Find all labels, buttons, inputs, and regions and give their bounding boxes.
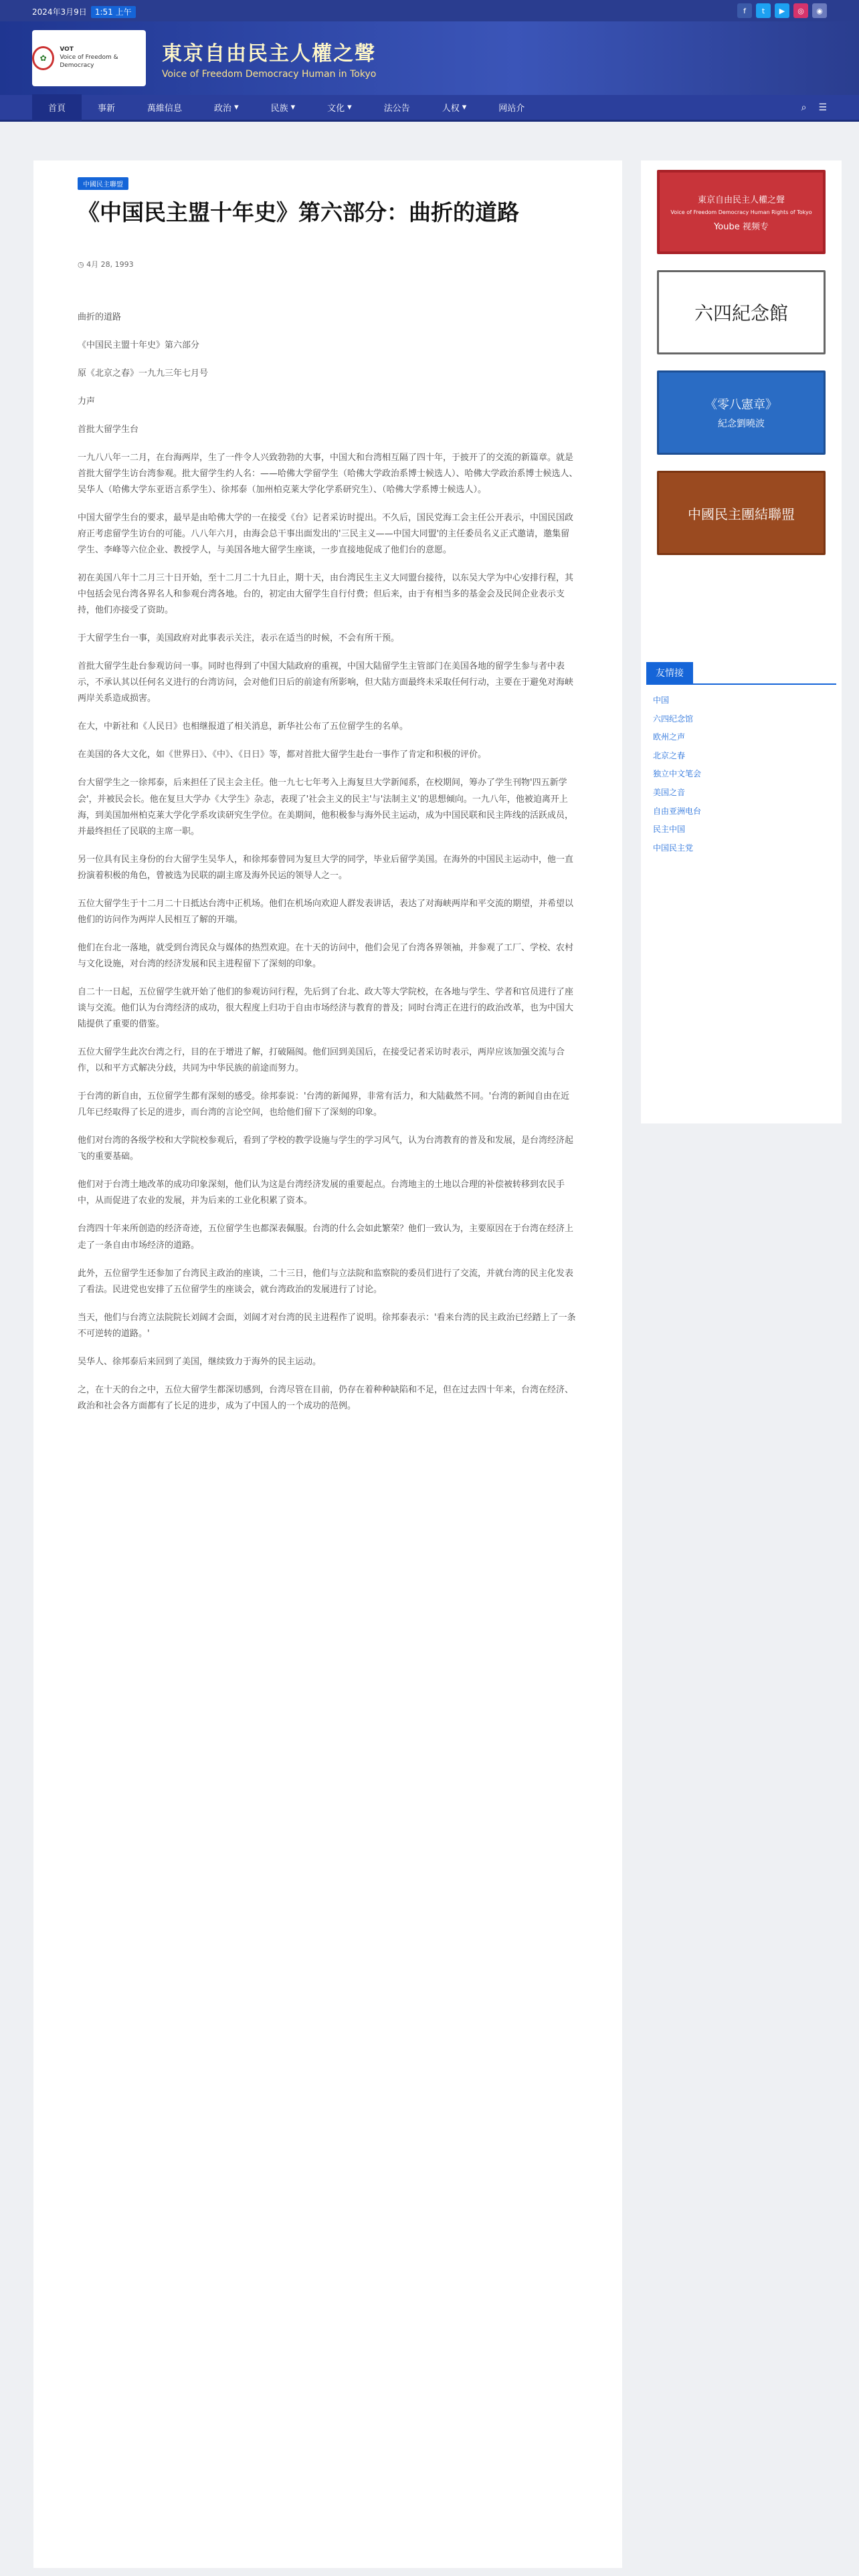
article-paragraph: 他们在台北一落地，就受到台湾民众与媒体的热烈欢迎。在十天的访问中，他们会见了台湾各界领袖，并参观了工厂、学校、农村与文化设施，对台湾的经济发展和民主进程留下了深刻的印象。 [78, 942, 574, 969]
links-list [646, 685, 836, 864]
nav-item-politics[interactable] [198, 94, 255, 121]
friend-link[interactable]: 美国之音 [653, 787, 686, 797]
friend-link[interactable]: 北京之春 [653, 750, 686, 760]
instagram-icon[interactable]: ◎ [793, 3, 808, 18]
nav-label: 人权 [442, 104, 460, 114]
friend-link[interactable]: 六四纪念馆 [653, 714, 694, 724]
article-paragraph: 曲折的道路 [78, 312, 122, 322]
nav-item-notice[interactable] [368, 94, 426, 121]
article-paragraph: 此外，五位留学生还参加了台湾民主政治的座谈，二十三日，他们与立法院和监察院的委员们进行了交流，并就台湾的民主化发表了看法。民进党也安排了五位留学生的座谈会，就台湾政治的发展进行了讨论。 [78, 1268, 574, 1295]
article-paragraph: 台大留学生之一徐邦泰，后来担任了民主会主任。他一九七七年考入上海复旦大学新闻系，在校期间，筹办了学生刊物'四五新学会'，并被民会长。他在复旦大学办《大学生》杂志，表现了'社会主义的民主'与'法制主义'的思想倾向。一九八年，他被迫离开上海，到美国加州柏克莱大学化学系攻读研究生学位。在美期间，他积极参与海外民主运动，成为中国民联和民主阵线的活跃成员，并最终担任了民联的主席一职。 [78, 778, 574, 837]
nav-item-rights[interactable] [426, 94, 483, 121]
article-paragraph: 在美国的各大文化，如《世界日》、《中》、《日日》等，都对首批大留学生赴台一事作了肯定和积极的评价。 [78, 750, 487, 760]
date-text: 4月 28, 1993 [86, 259, 134, 269]
site-title [162, 37, 376, 80]
article-paragraph: 力声 [78, 396, 96, 407]
nav-label: 萬維信息 [147, 104, 183, 114]
banner-charter08[interactable] [657, 370, 826, 455]
friend-link[interactable]: 民主中国 [653, 825, 686, 835]
banner-label: 六四紀念館 [694, 302, 788, 324]
nav-item-culture[interactable] [311, 94, 368, 121]
friend-link[interactable]: 独立中文笔会 [653, 769, 702, 779]
article-paragraph: 于大留学生台一事，美国政府对此事表示关注，表示在适当的时候，不会有所干预。 [78, 633, 400, 644]
nav-label: 文化 [327, 104, 345, 114]
article-paragraph: 台湾四十年来所创造的经济奇迹，五位留学生也都深表佩服。台湾的什么会如此繁荣？他们一致认为，主要原因在于台湾在经济上走了一条自由市场经济的道路。 [78, 1224, 574, 1251]
nav-label: 政治 [214, 104, 232, 114]
current-time: 1:51 上午 [91, 6, 136, 18]
twitter-icon[interactable]: t [756, 3, 771, 18]
banner-unity-league[interactable] [657, 471, 826, 555]
nav-label: 民族 [270, 104, 288, 114]
site-title-en: Voice of Freedom Democracy Human in Tokyo [162, 69, 377, 80]
article-paragraph: 中国大留学生台的要求，最早是由哈佛大学的一在接受《台》记者采访时提出。不久后，国民党海工会主任公开表示，中国民国政府正考虑留学生访台的可能。八八年六月，由海会总干事出面发出的'三民主义——中国大同盟'的主任委员名义正式邀请，邀集留学生、李峰等六位企业、教授学人，与美国各地大留学生座谈，一步直接地促成了他们台的意愿。 [78, 512, 574, 556]
article-date: ◷ 4月 28, 1993 [78, 259, 134, 269]
article-paragraph: 他们对于台湾土地改革的成功印象深刻，他们认为这是台湾经济发展的重要起点。台湾地主的土地以合理的补偿被转移到农民手中，从而促进了农业的发展，并为后来的工业化积累了资本。 [78, 1180, 565, 1206]
article-paragraph: 自二十一日起，五位留学生就开始了他们的参观访问行程，先后到了台北、政大等大学院校，在各地与学生、学者和官员进行了座谈与交流。他们认为台湾经济的成功，很大程度上归功于自由市场经济与教育的普及；同时台湾正在进行的政治改革，也为中国大陆提供了重要的借鉴。 [78, 986, 574, 1030]
social-links [737, 3, 827, 18]
search-icon[interactable]: ⌕ [801, 102, 807, 113]
nav-label: 事新 [98, 104, 116, 114]
article-paragraph: 他们对台湾的各级学校和大学院校参观后，看到了学校的教学设施与学生的学习风气，认为台湾教育的普及和发展，是台湾经济起飞的重要基础。 [78, 1136, 574, 1162]
article-title: 《中国民主盟十年史》第六部分：曲折的道路 [78, 199, 519, 225]
chevron-down-icon: ▾ [290, 102, 296, 112]
nav-label: 首頁 [48, 104, 66, 114]
banner-line2: 紀念劉曉波 [718, 419, 765, 429]
banner-label: 中國民主團結聯盟 [688, 506, 795, 522]
facebook-icon[interactable]: f [737, 3, 752, 18]
article-paragraph: 当天，他们与台湾立法院院长刘阔才会面，刘阔才对台湾的民主进程作了说明。徐邦泰表示：'看来台湾的民主政治已经踏上了一条不可逆转的道路。' [78, 1312, 576, 1339]
friend-link[interactable]: 中国 [653, 695, 670, 705]
logo-mark-icon: ✿ [32, 46, 54, 70]
friend-link[interactable]: 欧州之声 [653, 732, 686, 742]
article-paragraph: 另一位具有民主身份的台大留学生吴华人，和徐邦泰曾同为复旦大学的同学，毕业后留学美国。在海外的中国民主运动中，他一直扮演着积极的角色，曾被选为民联的副主席及海外民运的领导人之一。 [78, 854, 574, 881]
article-paragraph: 一九八八年一二月，在台海两岸，生了一件令人兴致勃勃的大事，中国大和台湾相互隔了四十年，于披开了的交流的新篇章。就是首批大留学生访台湾参观。批大留学生约人名：——哈佛大学留学生（哈佛大学政治系博士候选人）、哈佛大学政治系博士候选人、吴华人（哈佛大学东亚语言系学生）、徐邦泰（加州柏克莱大学化学系研究生）、（哈佛大学系博士候选人）。 [78, 452, 578, 495]
sidebar [641, 160, 842, 1123]
banner-june4-museum[interactable] [657, 270, 826, 354]
youtube-icon[interactable]: ▶ [775, 3, 789, 18]
nav-label: 网站介 [498, 104, 525, 114]
article-paragraph: 于台湾的新自由，五位留学生都有深刻的感受。徐邦泰说：'台湾的新闻界，非常有活力，和大陆截然不同。'台湾的新闻自由在近几年已经取得了长足的进步，而台湾的言论空间，也给他们留下了深刻的印象。 [78, 1091, 570, 1118]
article-paragraph: 吴华人、徐邦泰后来回到了美国，继续致力于海外的民主运动。 [78, 1356, 322, 1367]
logo-sub: Voice of Freedom & Democracy [60, 54, 118, 69]
site-logo[interactable] [32, 30, 146, 86]
chevron-down-icon: ▾ [462, 102, 467, 112]
banner-tokyo-voice[interactable] [657, 170, 826, 254]
top-bar [0, 0, 859, 21]
nav-item-about[interactable] [482, 94, 541, 121]
article-paragraph: 原《北京之春》一九九三年七月号 [78, 368, 209, 379]
site-header [0, 21, 859, 95]
article-paragraph: 在大，中新社和《人民日》也相继报道了相关消息，新华社公布了五位留学生的名单。 [78, 722, 409, 732]
friend-link[interactable]: 自由亚洲电台 [653, 806, 702, 816]
nav-label: 法公告 [383, 104, 410, 114]
logo-text [60, 46, 146, 70]
current-date: 2024年3月9日 [32, 7, 87, 17]
nav-item-ethnic[interactable] [255, 94, 312, 121]
nav-item-news[interactable] [82, 94, 131, 121]
article-paragraph: 首批大留学生赴台参观访问一事。同时也得到了中国大陆政府的重视，中国大陆留学生主管部门在美国各地的留学生参与者中表示，不承认其以任何名义进行的台湾访问，会对他们日后的前途有所影响，但大陆方面最终未采取任何行动，主要在于避免对海峡两岸关系造成损害。 [78, 661, 574, 704]
main-nav [0, 95, 859, 122]
article-paragraph: 《中国民主盟十年史》第六部分 [78, 340, 200, 350]
nav-item-wanwei[interactable] [131, 94, 198, 121]
article-body [78, 310, 578, 1414]
friend-link[interactable]: 中国民主党 [653, 843, 694, 853]
nav-item-home[interactable] [32, 94, 82, 121]
article-paragraph: 之，在十天的台之中，五位大留学生都深切感到，台湾尽管在目前，仍存在着种种缺陷和不足，但在过去四十年来，台湾在经济、政治和社会各方面都有了长足的进步，成为了中国人的一个成功的范例。 [78, 1384, 574, 1411]
article-paragraph: 五位大留学生此次台湾之行，目的在于增进了解，打破隔阂。他们回到美国后，在接受记者采访时表示，两岸应该加强交流与合作，以和平方式解决分歧，共同为中华民族的前途而努力。 [78, 1047, 565, 1074]
banner-title: 東京自由民主人權之聲 [697, 195, 785, 205]
banner-sub: Voice of Freedom Democracy Human Rights of Tokyo [670, 209, 812, 215]
rss-icon[interactable]: ◉ [812, 3, 827, 18]
chevron-down-icon: ▾ [347, 102, 352, 112]
menu-icon[interactable]: ☰ [818, 102, 827, 113]
chevron-down-icon: ▾ [234, 102, 239, 112]
article-paragraph: 首批大留学生台 [78, 424, 139, 435]
logo-short: VOT [60, 46, 74, 53]
links-title: 友情接 [646, 662, 693, 683]
article-paragraph: 初在美国八年十二月三十日开始，至十二月二十九日止，期十天，由台湾民生主义大同盟台接待，以东吴大学为中心安排行程，其中包括会见台湾各界名人和参观台湾各地。台的，初定由大留学生自行付费；但后来，由于有相当多的基金会及民间企业表示支持，他们亦接受了资助。 [78, 573, 574, 616]
friend-links [641, 662, 842, 864]
category-badge[interactable]: 中國民主聯盟 [78, 177, 128, 190]
site-title-zh: 東京自由民主人權之聲 [162, 42, 376, 66]
article-paragraph: 五位大留学生于十二月二十日抵达台湾中正机场。他们在机场向欢迎人群发表讲话，表达了对海峡两岸和平交流的期望，并希望以他们的访问作为两岸人民相互了解的开端。 [78, 898, 574, 925]
banner-line1: 《零八憲章》 [705, 398, 777, 412]
banner-youtube: Yoube 视频专 [714, 221, 769, 232]
date-time [32, 5, 136, 17]
article-container [33, 160, 622, 2568]
